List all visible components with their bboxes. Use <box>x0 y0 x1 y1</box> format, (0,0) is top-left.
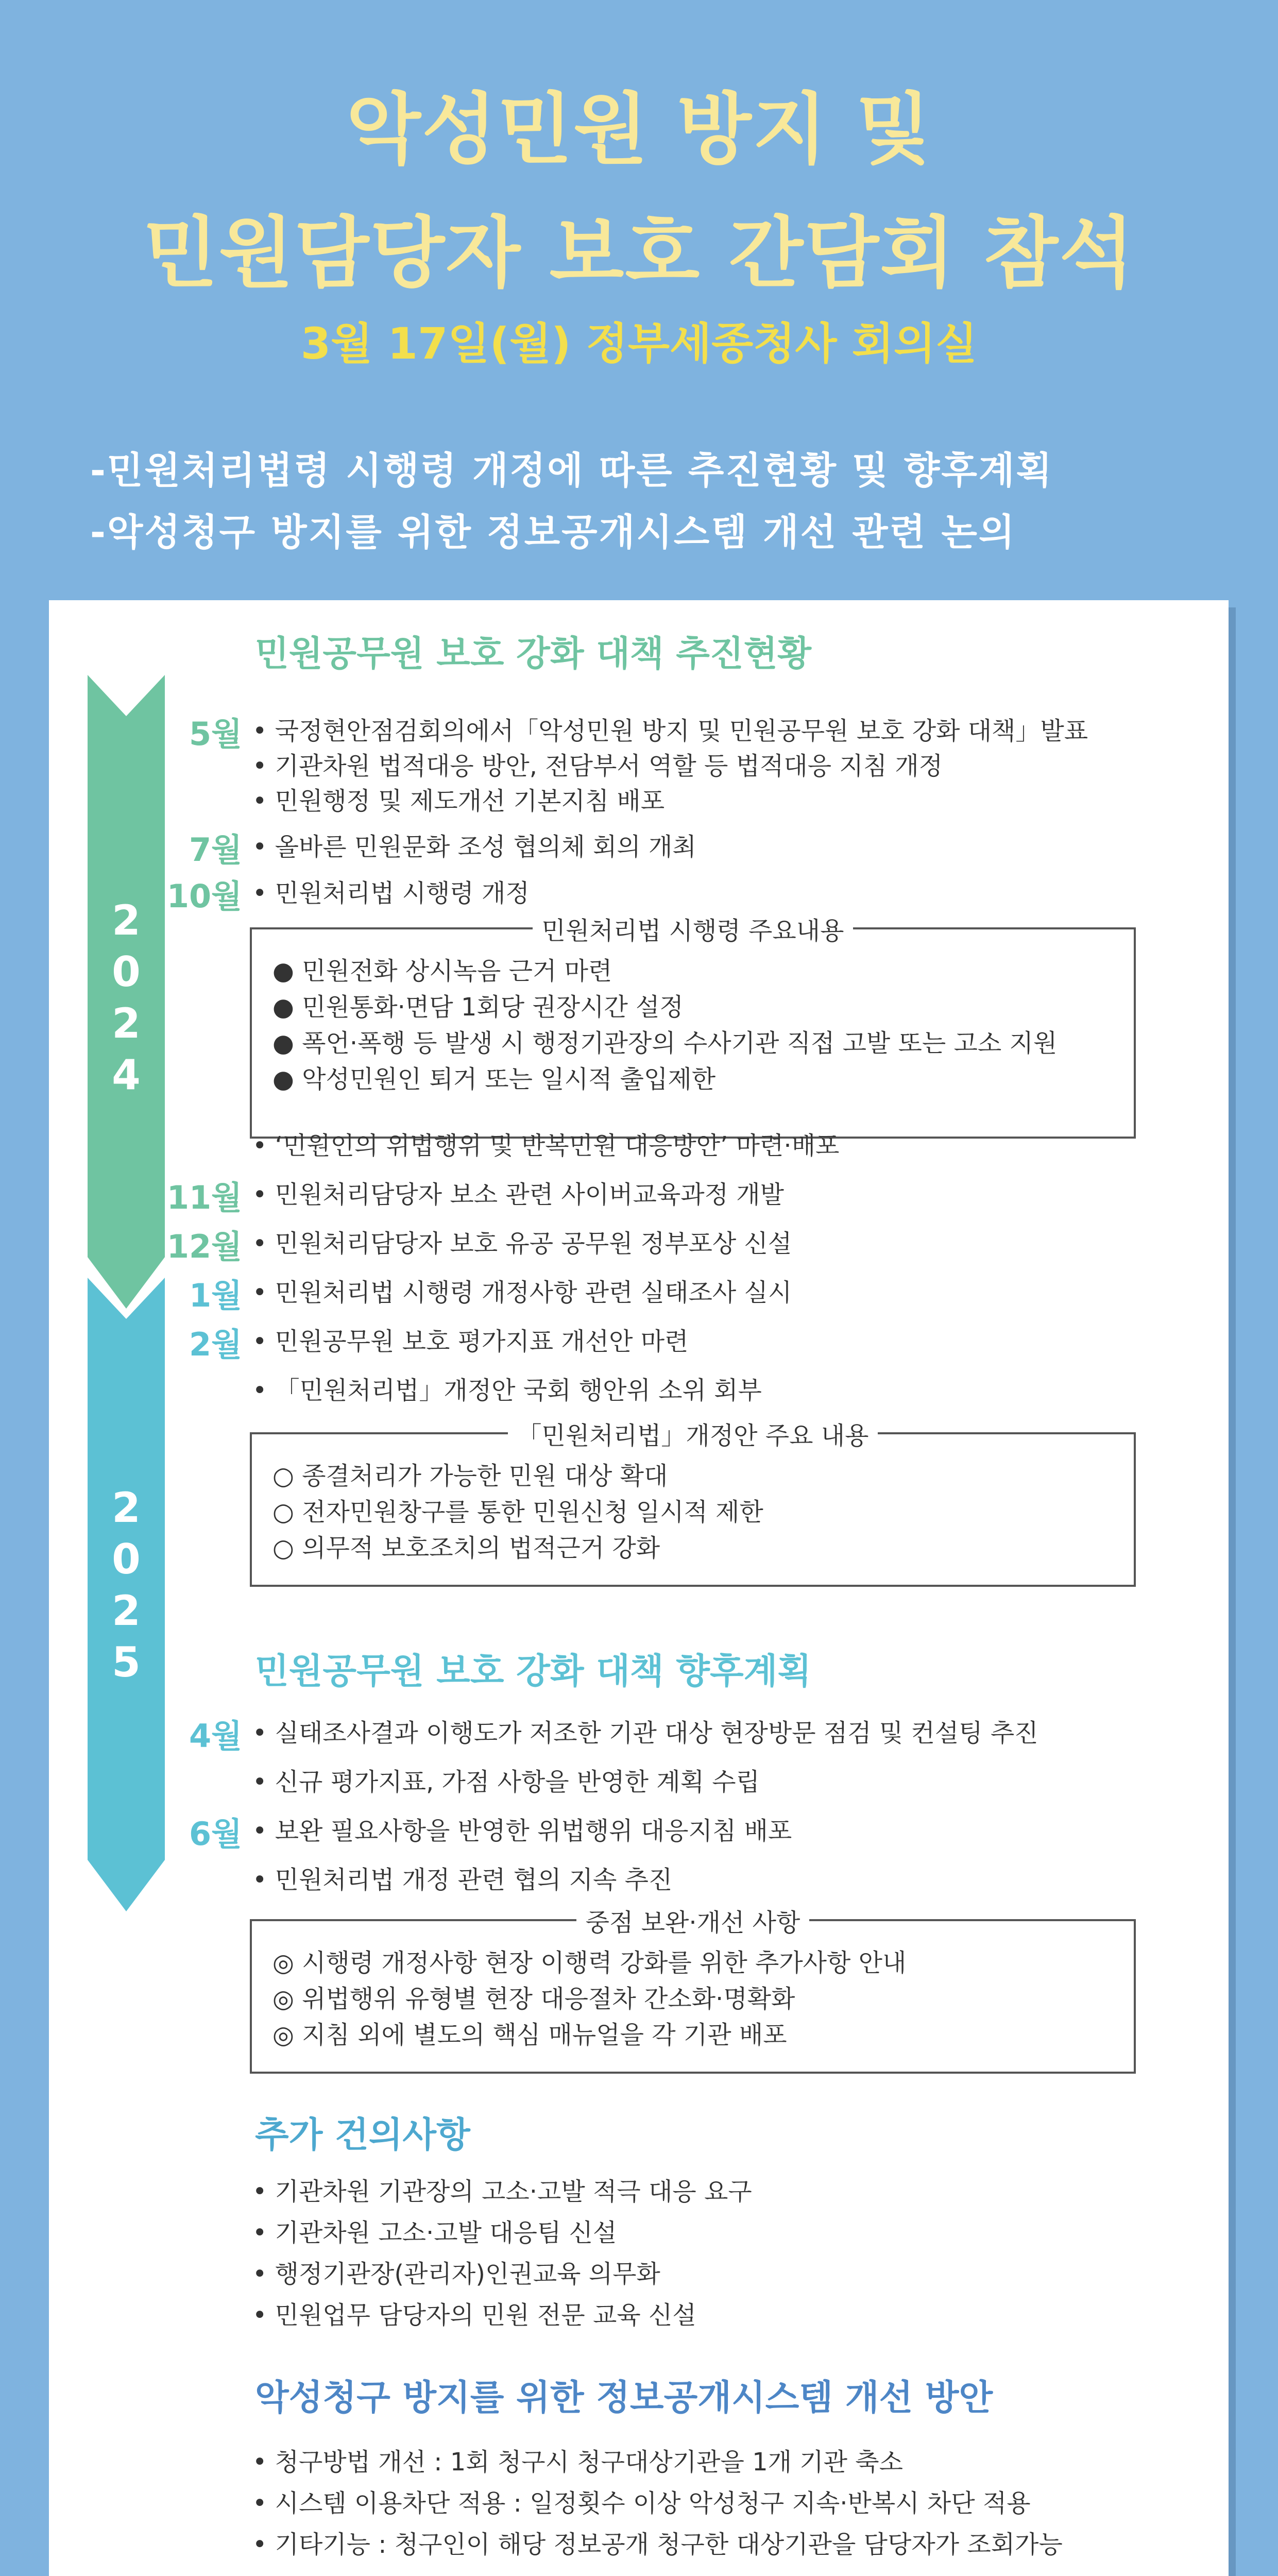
section-title-suggestions: 추가 건의사항 <box>255 2115 470 2156</box>
box-line: ◎ 위법행위 유형별 현장 대응절차 간소화·명확화 <box>272 1985 795 2013</box>
info-box-bill <box>250 1421 1136 1587</box>
list-item: • 민원처리법 시행령 개정 <box>252 879 530 908</box>
list-item: • 신규 평가지표, 가점 사항을 반영한 계획 수립 <box>252 1768 760 1797</box>
list-item: • 국정현안점검회의에서「악성민원 방지 및 민원공무원 보호 강화 대책」발표 <box>252 717 1088 745</box>
list-item: • 시스템 이용차단 적용 : 일정횟수 이상 악성청구 지속·반복시 차단 적용 <box>252 2489 1031 2518</box>
year-2024-digit: 2 <box>112 896 141 944</box>
month-label: 4월 <box>189 1717 242 1755</box>
section-title-info-system: 악성청구 방지를 위한 정보공개시스템 개선 방안 <box>255 2378 993 2418</box>
box-line: ◎ 지침 외에 별도의 핵심 매뉴얼을 각 기관 배포 <box>272 2021 787 2049</box>
list-item: • 기관차원 고소·고발 대응팀 신설 <box>252 2218 617 2247</box>
box-line: ● 폭언·폭행 등 발생 시 행정기관장의 수사기관 직접 고발 또는 고소 지원 <box>272 1029 1058 1058</box>
year-2025-digit: 0 <box>112 1535 141 1583</box>
month-label: 12월 <box>166 1228 242 1265</box>
list-item: • ‘민원인의 위법행위 및 반복민원 대응방안’ 마련·배포 <box>252 1131 840 1160</box>
info-box-enforcement <box>250 917 1136 1139</box>
section-title-plan: 민원공무원 보호 강화 대책 향후계획 <box>255 1651 812 1692</box>
month-label: 2월 <box>189 1326 242 1363</box>
month-label: 7월 <box>189 831 242 869</box>
info-box-improvements <box>250 1908 1136 2074</box>
month-label: 11월 <box>166 1179 242 1216</box>
agenda-item-1: -민원처리법령 시행령 개정에 따른 추진현황 및 향후계획 <box>90 449 1053 492</box>
list-item: • 민원행정 및 제도개선 기본지침 배포 <box>252 787 665 816</box>
month-label: 1월 <box>189 1277 242 1314</box>
box-line: ● 악성민원인 퇴거 또는 일시적 출입제한 <box>272 1065 716 1094</box>
year-2025-digit: 2 <box>112 1587 141 1635</box>
year-2024-digit: 2 <box>112 999 141 1047</box>
year-2025-digit: 2 <box>112 1484 141 1532</box>
list-item: • 올바른 민원문화 조성 협의체 회의 개최 <box>252 833 696 861</box>
list-item: • 민원공무원 보호 평가지표 개선안 마련 <box>252 1327 689 1356</box>
year-2024-digit: 0 <box>112 948 141 996</box>
month-label: 10월 <box>166 877 242 915</box>
section-title-progress: 민원공무원 보호 강화 대책 추진현황 <box>255 634 812 674</box>
box-line: ○ 전자민원창구를 통한 민원신청 일시적 제한 <box>272 1498 763 1527</box>
box-label: 「민원처리법」개정안 주요 내용 <box>508 1421 878 1450</box>
list-item: • 보완 필요사항을 반영한 위법행위 대응지침 배포 <box>252 1817 792 1845</box>
box-line: ● 민원통화·면담 1회당 권장시간 설정 <box>272 993 684 1022</box>
box-line: ○ 종결처리가 가능한 민원 대상 확대 <box>272 1462 668 1490</box>
list-item: • 「민원처리법」개정안 국회 행안위 소위 회부 <box>252 1376 762 1405</box>
month-label: 5월 <box>189 715 242 753</box>
list-item: • 기관차원 법적대응 방안, 전담부서 역할 등 법적대응 지침 개정 <box>252 752 943 781</box>
list-item: • 실태조사결과 이행도가 저조한 기관 대상 현장방문 점검 및 컨설팅 추진 <box>252 1719 1038 1748</box>
list-item: • 청구방법 개선 : 1회 청구시 청구대상기관을 1개 기관 축소 <box>252 2448 903 2477</box>
title-line-1: 악성민원 방지 및 <box>346 85 932 175</box>
box-line: ◎ 시행령 개정사항 현장 이행력 강화를 위한 추가사항 안내 <box>272 1948 907 1977</box>
box-label: 중점 보완·개선 사항 <box>576 1908 810 1937</box>
list-item: • 민원처리법 개정 관련 협의 지속 추진 <box>252 1866 673 1894</box>
box-line: ○ 의무적 보호조치의 법적근거 강화 <box>272 1534 660 1563</box>
box-line: ● 민원전화 상시녹음 근거 마련 <box>272 957 612 986</box>
year-2024-digit: 4 <box>112 1051 141 1099</box>
agenda-item-2: -악성청구 방지를 위한 정보공개시스템 개선 관련 논의 <box>90 511 1016 554</box>
title-line-2: 민원담당자 보호 간담회 참석 <box>143 209 1135 298</box>
list-item: • 민원처리담당자 보소 관련 사이버교육과정 개발 <box>252 1180 784 1209</box>
year-2025-digit: 5 <box>112 1638 141 1686</box>
list-item: • 민원처리법 시행령 개정사항 관련 실태조사 실시 <box>252 1278 792 1307</box>
list-item: • 행정기관장(관리자)인권교육 의무화 <box>252 2260 660 2289</box>
list-item: • 기관차원 기관장의 고소·고발 적극 대응 요구 <box>252 2177 752 2206</box>
subtitle: 3월 17일(월) 정부세종청사 회의실 <box>300 318 978 369</box>
list-item: • 민원업무 담당자의 민원 전문 교육 신설 <box>252 2301 696 2330</box>
list-item: • 기타기능 : 청구인이 해당 정보공개 청구한 대상기관을 담당자가 조회가능 <box>252 2530 1063 2559</box>
box-label: 민원처리법 시행령 주요내용 <box>533 917 854 945</box>
list-item: • 민원처리담당자 보호 유공 공무원 정부포상 신설 <box>252 1229 792 1258</box>
month-label: 6월 <box>189 1815 242 1853</box>
